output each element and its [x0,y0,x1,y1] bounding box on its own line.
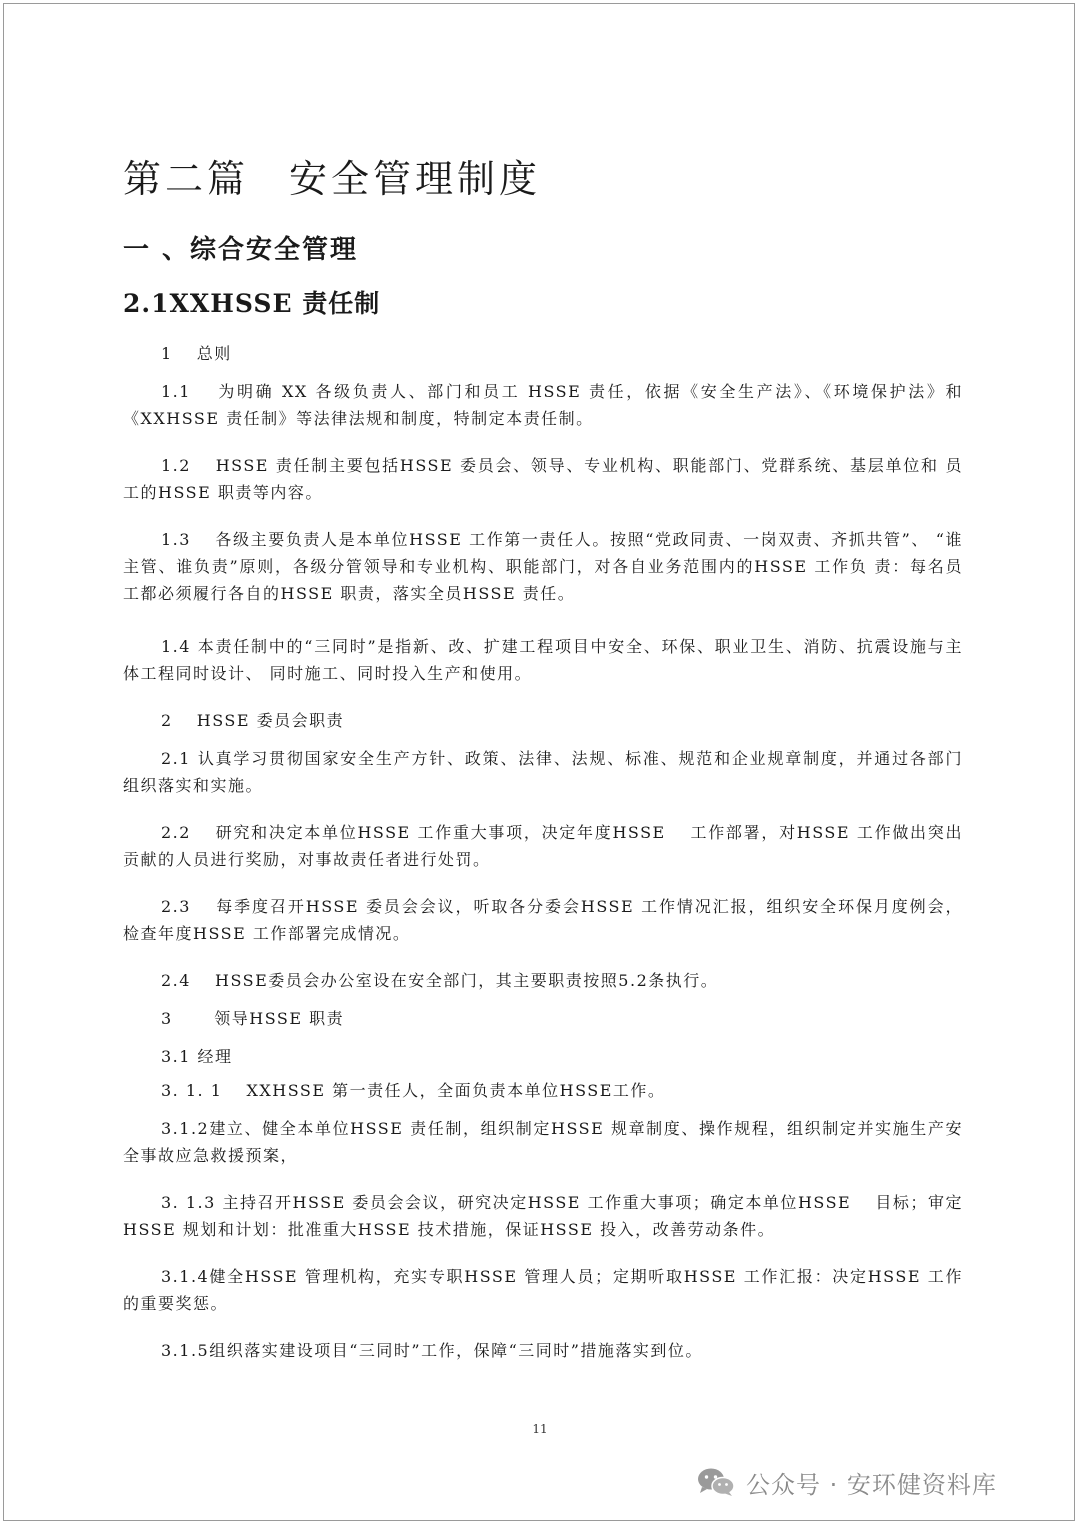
paragraph-3-1-5: 3.1.5组织落实建设项目“三同时”工作，保障“三同时”措施落实到位。 [161,1341,703,1360]
subsection-title: 2.1XXHSSE 责任制 [123,289,381,318]
paragraph-3-1-4: 3.1.4健全HSSE 管理机构，充实专职HSSE 管理人员；定期听取HSSE 工作汇报：决定HSSE 工作的重要奖惩。 [123,1267,963,1313]
paragraph-1-1: 1.1 为明确 XX 各级负责人、部门和员工 HSSE 责任，依据《安全生产法》、《环境保护法》和 《XXHSSE 责任制》等法律法规和制度，特制定本责任制。 [123,382,963,428]
paragraph-2-3: 2.3 每季度召开HSSE 委员会会议，听取各分委会HSSE 工作情况汇报，组织安全环保月度例会， 检查年度HSSE 工作部署完成情况。 [123,897,963,943]
page-number: 11 [532,1422,548,1436]
section-title: 一 、综合安全管理 [123,235,359,265]
heading-3-1: 3.1 经理 [161,1047,233,1066]
heading-3: 3 领导HSSE 职责 [161,1009,345,1028]
watermark [696,1462,997,1502]
paragraph-3-1-3: 3. 1.3 主持召开HSSE 委员会会议，研究决定HSSE 工作重大事项；确定本单位HSSE 目标；审定 HSSE 规划和计划：批准重大HSSE 技术措施，保证HSSE 投入，改善劳动条件。 [123,1193,963,1239]
paragraph-2-2: 2.2 研究和决定本单位HSSE 工作重大事项，决定年度HSSE 工作部署，对HSSE 工作做出突出 贡献的人员进行奖励，对事故责任者进行处罚。 [123,823,963,869]
paragraph-3-1-2: 3.1.2建立、健全本单位HSSE 责任制，组织制定HSSE 规章制度、操作规程，组织制定并实施生产安全事故应急救援预案， [123,1119,963,1165]
paragraph-1-3: 1.3 各级主要负责人是本单位HSSE 工作第一责任人。按照“党政同责、一岗双责、齐抓共管”、 “谁主管、谁负责”原则，各级分管领导和专业机构、职能部门，对各自业务范围内的HSSE 工作负 责：每名员工都必须履行各自的HSSE 职责，落实全员HSSE 责任。 [123,530,963,603]
paragraph-1-4: 1.4 本责任制中的“三同时”是指新、改、扩建工程项目中安全、环保、职业卫生、消防、抗震设施与主体工程同时设计、 同时施工、同时投入生产和使用。 [123,637,963,683]
heading-2: 2 HSSE 委员会职责 [161,711,345,730]
paragraph-2-4: 2.4 HSSE委员会办公室设在安全部门，其主要职责按照5.2条执行。 [161,971,719,990]
watermark-text: 公众号 · 安环健资料库 [746,1470,997,1499]
paragraph-2-1: 2.1 认真学习贯彻国家安全生产方针、政策、法律、法规、标准、规范和企业规章制度，并通过各部门组织落实和实施。 [123,749,963,795]
document-body [123,150,963,1364]
paragraph-1-2: 1.2 HSSE 责任制主要包括HSSE 委员会、领导、专业机构、职能部门、党群系统、基层单位和 员工的HSSE 职责等内容。 [123,456,963,502]
part-title: 第二篇 安全管理制度 [123,157,542,201]
wechat-icon [696,1467,736,1497]
heading-1: 1 总则 [161,344,232,363]
paragraph-3-1-1: 3. 1. 1 XXHSSE 第一责任人，全面负责本单位HSSE工作。 [161,1081,666,1100]
